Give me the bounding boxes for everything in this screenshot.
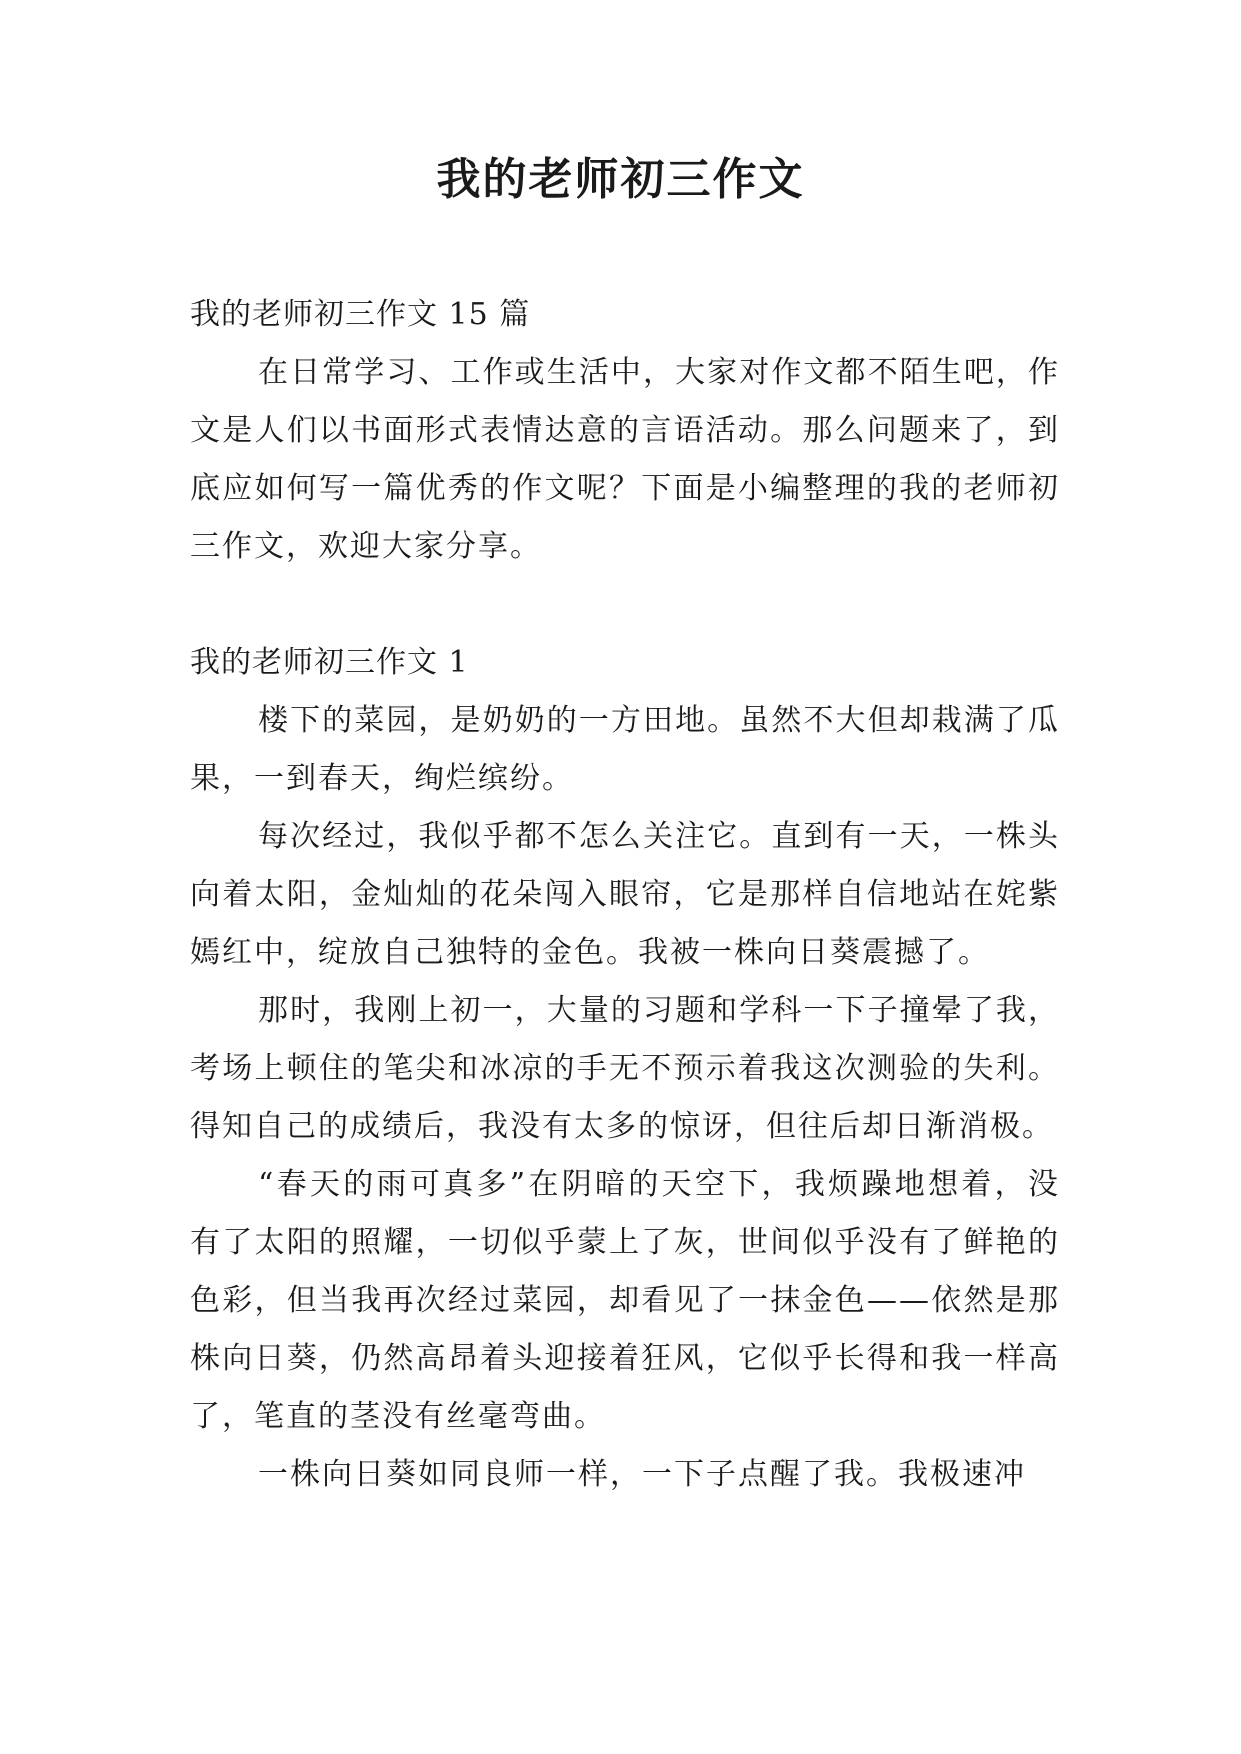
document-body: [190, 286, 1060, 1504]
intro-heading: 我的老师初三作文 15 篇: [190, 297, 531, 332]
document-title: 我的老师初三作文: [436, 154, 805, 205]
section-spacer: [190, 576, 1060, 634]
essay-paragraph: “春天的雨可真多”在阴暗的天空下，我烦躁地想着，没有了太阳的照耀，一切似乎蒙上了灰，世间似乎没有了鲜艳的色彩，但当我再次经过菜园，却看见了一抹金色——依然是那株向日葵，仍然高昂着头迎接着狂风，它似乎长得和我一样高了，笔直的茎没有丝毫弯曲。: [190, 1167, 1060, 1434]
intro-paragraph: 在日常学习、工作或生活中，大家对作文都不陌生吧，作文是人们以书面形式表情达意的言语活动。那么问题来了，到底应如何写一篇优秀的作文呢？下面是小编整理的我的老师初三作文，欢迎大家分享。: [190, 355, 1060, 564]
essay-heading: 我的老师初三作文 1: [190, 645, 469, 680]
essay-paragraph: 楼下的菜园，是奶奶的一方田地。虽然不大但却栽满了瓜果，一到春天，绚烂缤纷。: [190, 703, 1060, 796]
essay-paragraph: 那时，我刚上初一，大量的习题和学科一下子撞晕了我，考场上顿住的笔尖和冰凉的手无不预示着我这次测验的失利。得知自己的成绩后，我没有太多的惊讶，但往后却日渐消极。: [190, 993, 1060, 1144]
essay-paragraph: 一株向日葵如同良师一样，一下子点醒了我。我极速冲: [258, 1457, 1026, 1492]
essay-paragraph: 每次经过，我似乎都不怎么关注它。直到有一天，一株头向着太阳，金灿灿的花朵闯入眼帘，它是那样自信地站在姹紫嫣红中，绽放自己独特的金色。我被一株向日葵震撼了。: [190, 819, 1060, 970]
